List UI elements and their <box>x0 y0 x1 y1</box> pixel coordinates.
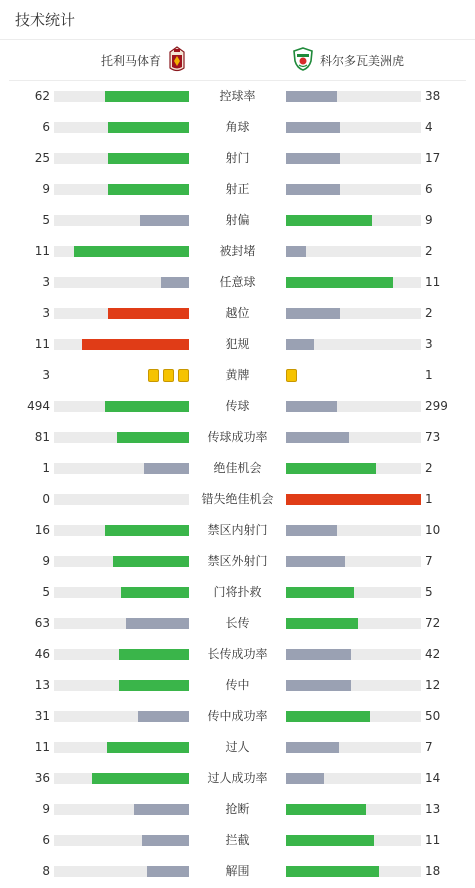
cordoba-jaguares-crest-icon <box>291 46 315 76</box>
home-value: 3 <box>42 306 50 320</box>
stat-label: 任意球 <box>219 275 256 289</box>
home-value: 6 <box>42 120 50 134</box>
home-bar-track <box>54 308 189 319</box>
away-bar-fill <box>286 742 339 753</box>
stat-label: 被封堵 <box>219 244 256 258</box>
away-bar-fill <box>286 680 351 691</box>
home-bar-fill <box>138 711 189 722</box>
home-bar-track <box>54 649 189 660</box>
away-bar-track <box>286 277 421 288</box>
away-value: 17 <box>425 151 441 165</box>
away-value: 7 <box>425 554 433 568</box>
away-bar-track <box>286 773 421 784</box>
stat-row <box>0 856 475 887</box>
home-value: 31 <box>34 709 50 723</box>
away-bar-track <box>286 711 421 722</box>
away-bar-track <box>286 215 421 226</box>
stat-label: 传球成功率 <box>207 430 268 444</box>
away-value: 11 <box>425 833 441 847</box>
away-bar-fill <box>286 773 324 784</box>
away-bar-fill <box>286 122 340 133</box>
away-bar-fill <box>286 835 374 846</box>
home-bar-track <box>54 339 189 350</box>
home-bar-track <box>54 866 189 877</box>
home-bar-fill <box>108 122 189 133</box>
home-value: 11 <box>34 740 50 754</box>
home-value: 36 <box>34 771 50 785</box>
home-value: 62 <box>34 89 50 103</box>
away-bar-track <box>286 680 421 691</box>
stat-row <box>0 546 475 577</box>
away-value: 72 <box>425 616 441 630</box>
stat-label: 错失绝佳机会 <box>201 492 274 506</box>
home-bar-fill <box>134 804 189 815</box>
stat-label: 抢断 <box>225 802 250 816</box>
tolima-crest-icon <box>168 46 186 76</box>
home-bar-track <box>54 246 189 257</box>
away-team[interactable] <box>291 40 404 81</box>
away-value: 5 <box>425 585 433 599</box>
page-title: 技术统计 <box>15 11 76 29</box>
home-bar-fill <box>144 463 189 474</box>
home-bar-track <box>54 556 189 567</box>
home-value: 6 <box>42 833 50 847</box>
home-bar-fill <box>107 742 189 753</box>
away-value: 38 <box>425 89 441 103</box>
stat-label: 黄牌 <box>225 368 250 382</box>
away-bar-fill <box>286 91 337 102</box>
away-bar-fill <box>286 866 379 877</box>
stat-label: 长传 <box>225 616 250 630</box>
away-bar-track <box>286 184 421 195</box>
home-bar-fill <box>147 866 189 877</box>
home-value: 13 <box>34 678 50 692</box>
home-value: 3 <box>42 275 50 289</box>
home-bar-fill <box>82 339 189 350</box>
stat-row <box>0 236 475 267</box>
home-bar-fill <box>161 277 189 288</box>
away-value: 7 <box>425 740 433 754</box>
away-bar-track <box>286 463 421 474</box>
stat-row <box>0 205 475 236</box>
away-bar-track <box>286 618 421 629</box>
away-bar-fill <box>286 618 358 629</box>
home-bar-fill <box>105 401 189 412</box>
home-bar-fill <box>119 649 189 660</box>
stat-row <box>0 701 475 732</box>
home-bar-track <box>54 804 189 815</box>
stat-row <box>0 515 475 546</box>
stat-row <box>0 112 475 143</box>
away-bar-track <box>286 587 421 598</box>
home-bar-track <box>54 587 189 598</box>
away-bar-track <box>286 401 421 412</box>
away-bar-fill <box>286 153 340 164</box>
away-bar-track <box>286 122 421 133</box>
away-bar-fill <box>286 711 370 722</box>
home-value: 494 <box>27 399 50 413</box>
home-value: 16 <box>34 523 50 537</box>
stat-row <box>0 639 475 670</box>
home-value: 11 <box>34 337 50 351</box>
stat-label: 犯规 <box>225 337 250 351</box>
home-bar-track <box>54 122 189 133</box>
stat-row <box>0 360 475 391</box>
yellow-card-icon <box>178 369 189 382</box>
stat-label: 射偏 <box>225 213 250 227</box>
home-bar-fill <box>108 308 189 319</box>
away-bar-fill <box>286 184 340 195</box>
stat-row <box>0 267 475 298</box>
stat-row <box>0 484 475 515</box>
away-bar-fill <box>286 649 351 660</box>
team-header <box>9 40 466 81</box>
yellow-card-icon <box>286 369 297 382</box>
home-value: 5 <box>42 213 50 227</box>
away-bar-fill <box>286 308 340 319</box>
away-value: 12 <box>425 678 441 692</box>
home-value: 9 <box>42 802 50 816</box>
home-bar-fill <box>142 835 189 846</box>
away-value: 42 <box>425 647 441 661</box>
stat-label: 解围 <box>225 864 250 878</box>
away-bar-track <box>286 246 421 257</box>
home-bar-track <box>54 680 189 691</box>
home-bar-fill <box>74 246 189 257</box>
home-bar-fill <box>92 773 189 784</box>
home-bar-track <box>54 184 189 195</box>
home-team[interactable] <box>101 40 186 81</box>
away-value: 6 <box>425 182 433 196</box>
away-bar-track <box>286 525 421 536</box>
away-bar-track <box>286 153 421 164</box>
away-bar-track <box>286 866 421 877</box>
home-bar-fill <box>140 215 189 226</box>
home-team-name: 托利马体育 <box>101 54 162 68</box>
away-bar-fill <box>286 432 349 443</box>
stat-row <box>0 422 475 453</box>
home-value: 8 <box>42 864 50 878</box>
home-value: 9 <box>42 182 50 196</box>
stat-row <box>0 174 475 205</box>
away-bar-fill <box>286 525 337 536</box>
stat-label: 过人 <box>225 740 250 754</box>
away-bar-track <box>286 835 421 846</box>
away-value: 4 <box>425 120 433 134</box>
home-bar-fill <box>117 432 189 443</box>
home-bar-fill <box>113 556 189 567</box>
home-value: 9 <box>42 554 50 568</box>
away-bar-fill <box>286 804 366 815</box>
away-value: 50 <box>425 709 441 723</box>
away-value: 2 <box>425 244 433 258</box>
away-bar-track <box>286 91 421 102</box>
home-value: 0 <box>42 492 50 506</box>
away-bar-track <box>286 432 421 443</box>
stat-row <box>0 391 475 422</box>
stat-row <box>0 763 475 794</box>
away-value: 1 <box>425 492 433 506</box>
home-bar-fill <box>108 153 189 164</box>
stat-label: 角球 <box>225 120 250 134</box>
yellow-card-icon <box>163 369 174 382</box>
away-yellow-cards <box>286 369 421 382</box>
stat-label: 绝佳机会 <box>213 461 262 475</box>
away-value: 1 <box>425 368 433 382</box>
away-bar-fill <box>286 463 376 474</box>
away-value: 13 <box>425 802 441 816</box>
away-value: 10 <box>425 523 441 537</box>
away-bar-track <box>286 308 421 319</box>
away-bar-fill <box>286 339 314 350</box>
away-value: 73 <box>425 430 441 444</box>
away-bar-track <box>286 494 421 505</box>
home-value: 46 <box>34 647 50 661</box>
home-bar-track <box>54 91 189 102</box>
home-bar-track <box>54 463 189 474</box>
stat-row <box>0 453 475 484</box>
home-value: 25 <box>34 151 50 165</box>
away-bar-fill <box>286 494 421 505</box>
away-bar-track <box>286 742 421 753</box>
home-bar-track <box>54 711 189 722</box>
home-bar-track <box>54 432 189 443</box>
away-value: 18 <box>425 864 441 878</box>
stat-label: 射正 <box>225 182 250 196</box>
stat-row <box>0 143 475 174</box>
home-bar-fill <box>105 91 189 102</box>
stat-label: 传中成功率 <box>207 709 268 723</box>
home-bar-fill <box>121 587 189 598</box>
yellow-card-icon <box>148 369 159 382</box>
stat-label: 过人成功率 <box>207 771 268 785</box>
stat-label: 传球 <box>225 399 250 413</box>
stat-label: 传中 <box>225 678 250 692</box>
stat-row <box>0 794 475 825</box>
away-bar-fill <box>286 246 306 257</box>
stat-label: 禁区外射门 <box>207 554 268 568</box>
home-bar-track <box>54 835 189 846</box>
home-value: 3 <box>42 368 50 382</box>
home-value: 5 <box>42 585 50 599</box>
stat-row <box>0 825 475 856</box>
home-bar-track <box>54 525 189 536</box>
home-bar-track <box>54 618 189 629</box>
away-bar-fill <box>286 587 354 598</box>
home-bar-track <box>54 153 189 164</box>
away-bar-track <box>286 339 421 350</box>
home-bar-track <box>54 494 189 505</box>
stat-row <box>0 298 475 329</box>
stats-list <box>0 81 475 887</box>
away-bar-track <box>286 556 421 567</box>
stat-row <box>0 670 475 701</box>
away-bar-fill <box>286 401 337 412</box>
stat-label: 拦截 <box>225 833 250 847</box>
home-bar-fill <box>108 184 189 195</box>
stat-label: 射门 <box>225 151 250 165</box>
home-bar-track <box>54 277 189 288</box>
home-value: 81 <box>34 430 50 444</box>
stat-row <box>0 608 475 639</box>
stat-label: 越位 <box>225 306 250 320</box>
home-value: 11 <box>34 244 50 258</box>
stat-row <box>0 577 475 608</box>
home-bar-track <box>54 742 189 753</box>
away-bar-fill <box>286 556 345 567</box>
header-bar <box>0 0 475 40</box>
away-value: 3 <box>425 337 433 351</box>
away-team-name: 科尔多瓦美洲虎 <box>320 54 405 68</box>
away-value: 14 <box>425 771 441 785</box>
away-bar-track <box>286 804 421 815</box>
away-value: 11 <box>425 275 441 289</box>
stat-row <box>0 81 475 112</box>
home-bar-fill <box>105 525 189 536</box>
away-value: 2 <box>425 306 433 320</box>
stat-label: 门将扑救 <box>213 585 262 599</box>
away-value: 299 <box>425 399 448 413</box>
home-bar-track <box>54 773 189 784</box>
stat-label: 控球率 <box>219 89 256 103</box>
stat-row <box>0 732 475 763</box>
stat-label: 长传成功率 <box>207 647 268 661</box>
away-value: 9 <box>425 213 433 227</box>
home-value: 1 <box>42 461 50 475</box>
home-bar-track <box>54 215 189 226</box>
home-bar-track <box>54 401 189 412</box>
home-value: 63 <box>34 616 50 630</box>
away-bar-fill <box>286 215 372 226</box>
away-bar-track <box>286 649 421 660</box>
home-bar-fill <box>119 680 189 691</box>
home-bar-fill <box>126 618 189 629</box>
stat-row <box>0 329 475 360</box>
stat-label: 禁区内射门 <box>207 523 268 537</box>
away-bar-fill <box>286 277 393 288</box>
away-value: 2 <box>425 461 433 475</box>
home-yellow-cards <box>54 369 189 382</box>
